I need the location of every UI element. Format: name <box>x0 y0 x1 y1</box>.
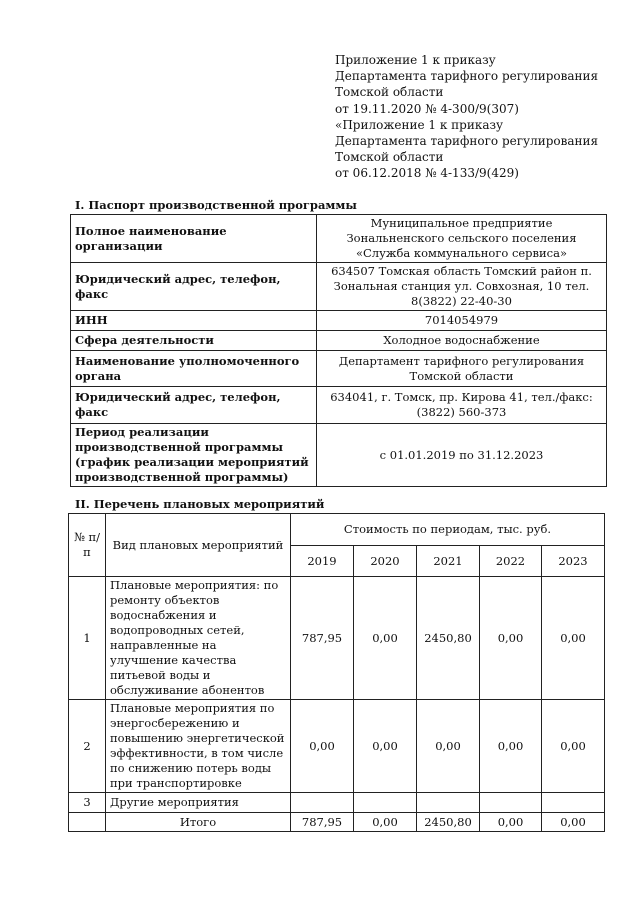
row-num: 2 <box>69 700 106 793</box>
row-value: 634507 Томская область Томский район п. Зональная станция ул. Совхозная, 10 тел. 8(3822) 22-40-30 <box>317 263 607 311</box>
section1-title: I. Паспорт производственной программы <box>75 198 357 212</box>
year-header: 2023 <box>542 546 605 577</box>
table-row <box>71 263 607 311</box>
total-cell: 0,00 <box>542 813 605 832</box>
row-value: Департамент тарифного регулирования Томской области <box>317 351 607 387</box>
row-desc: Плановые мероприятия: по ремонту объектов водоснабжения и водопроводных сетей, направленные на улучшение качества питьевой воды и обслуживание абонентов <box>106 577 291 700</box>
row-value: Муниципальное предприятие Зональненского сельского поселения «Служба коммунального сервиса» <box>317 215 607 263</box>
header-line: от 06.12.2018 № 4-133/9(429) <box>335 166 519 181</box>
cost-cell: 0,00 <box>354 700 417 793</box>
table-row <box>71 331 607 351</box>
cost-cell: 0,00 <box>417 700 480 793</box>
cost-cell: 2450,80 <box>417 577 480 700</box>
total-label: Итого <box>106 813 291 832</box>
activities-table <box>68 513 605 832</box>
total-cell: 2450,80 <box>417 813 480 832</box>
year-header: 2019 <box>291 546 354 577</box>
year-header: 2020 <box>354 546 417 577</box>
row-label: Наименование уполномоченного органа <box>71 351 317 387</box>
section2-title: II. Перечень плановых мероприятий <box>75 497 325 511</box>
total-cell: 0,00 <box>480 813 542 832</box>
header-line: Томской области <box>335 150 444 165</box>
row-value: Холодное водоснабжение <box>317 331 607 351</box>
cost-cell <box>542 793 605 813</box>
table-row <box>71 311 607 331</box>
table-header-row <box>69 514 605 546</box>
cost-cell: 0,00 <box>480 700 542 793</box>
row-label: Сфера деятельности <box>71 331 317 351</box>
cost-cell: 787,95 <box>291 577 354 700</box>
row-desc: Другие мероприятия <box>106 793 291 813</box>
table-row <box>71 424 607 487</box>
cost-cell <box>417 793 480 813</box>
row-label: Период реализации производственной программы (график реализации мероприятий производственной программы) <box>71 424 317 487</box>
row-num: 3 <box>69 793 106 813</box>
col-cost-header: Стоимость по периодам, тыс. руб. <box>291 514 605 546</box>
table-row <box>71 215 607 263</box>
header-line: от 19.11.2020 № 4-300/9(307) <box>335 101 519 116</box>
year-header: 2021 <box>417 546 480 577</box>
header-line: Департамента тарифного регулирования <box>335 69 599 84</box>
col-num-header: № п/п <box>69 514 106 577</box>
cost-cell <box>480 793 542 813</box>
table-row <box>69 700 605 793</box>
total-cell: 787,95 <box>291 813 354 832</box>
cost-cell: 0,00 <box>480 577 542 700</box>
cost-cell: 0,00 <box>354 577 417 700</box>
header-line: Приложение 1 к приказу <box>335 53 496 67</box>
table-row <box>71 351 607 387</box>
empty-cell <box>69 813 106 832</box>
row-value: 7014054979 <box>317 311 607 331</box>
cost-cell: 0,00 <box>291 700 354 793</box>
col-type-header: Вид плановых мероприятий <box>106 514 291 577</box>
passport-table <box>70 214 607 487</box>
row-label: Юридический адрес, телефон, факс <box>71 387 317 424</box>
row-num: 1 <box>69 577 106 700</box>
table-row <box>71 387 607 424</box>
cost-cell <box>291 793 354 813</box>
cost-cell: 0,00 <box>542 700 605 793</box>
appendix-header <box>335 52 598 182</box>
header-line: «Приложение 1 к приказу <box>335 117 504 132</box>
cost-cell <box>354 793 417 813</box>
row-value: 634041, г. Томск, пр. Кирова 41, тел./факс: (3822) 560-373 <box>317 387 607 424</box>
row-label: ИНН <box>71 311 317 331</box>
cost-cell: 0,00 <box>542 577 605 700</box>
header-line: Департамента тарифного регулирования <box>335 134 599 149</box>
row-label: Юридический адрес, телефон, факс <box>71 263 317 311</box>
total-cell: 0,00 <box>354 813 417 832</box>
total-row <box>69 813 605 832</box>
year-header: 2022 <box>480 546 542 577</box>
row-value: с 01.01.2019 по 31.12.2023 <box>317 424 607 487</box>
table-row <box>69 577 605 700</box>
table-row <box>69 793 605 813</box>
header-line: Томской области <box>335 85 444 100</box>
row-label: Полное наименование организации <box>71 215 317 263</box>
row-desc: Плановые мероприятия по энергосбережению и повышению энергетической эффективности, в том числе по снижению потерь воды при транспортировке <box>106 700 291 793</box>
